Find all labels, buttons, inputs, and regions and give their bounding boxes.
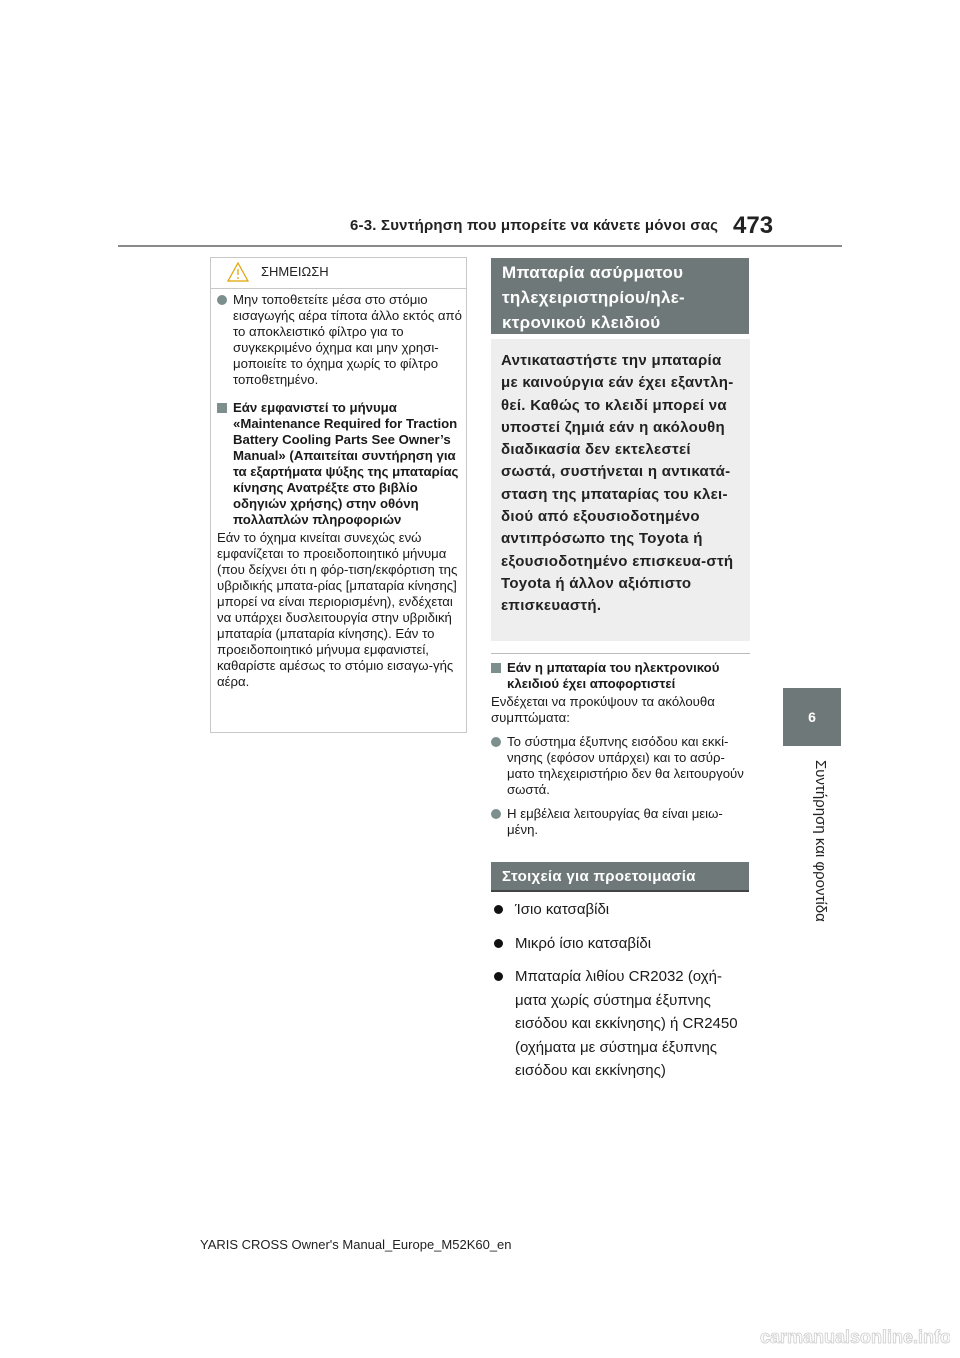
chapter-tab[interactable]	[783, 688, 841, 746]
symptom-item	[491, 734, 750, 798]
note-label: ΣΗΜΕΙΩΣΗ	[261, 264, 329, 279]
prep-section-heading: Στοιχεία για προετοιμασία	[491, 862, 749, 892]
bullet-icon	[494, 972, 503, 981]
page-number: 473	[733, 212, 774, 239]
list-item	[492, 898, 750, 922]
bullet-icon	[494, 905, 503, 914]
discharge-subheading	[491, 660, 750, 692]
square-bullet-icon	[217, 403, 227, 413]
symptom-text: Το σύστημα έξυπνης εισόδου και εκκί-νησης (εφόσον υπάρχει) και το ασύρ-ματο τηλεχειριστήριο δεν θα λειτουργούν σωστά.	[507, 734, 744, 797]
chapter-number: 6	[808, 709, 816, 725]
discharge-intro: Ενδέχεται να προκύψουν τα ακόλουθα συμπτώματα:	[491, 694, 715, 725]
bullet-icon	[494, 939, 503, 948]
note-paragraph: Εάν το όχημα κινείται συνεχώς ενώ εμφανίζεται το προειδοποιητικό μήνυμα (που δείχνει ότι η φόρ-τιση/εκφόρτιση της υβριδικής μπατα-ρίας [μπαταρία κίνησης] μπορεί να είναι περιορισμένη), ενδέχεται να υπάρχει δυσλειτουργία στην υβριδική μπαταρία (μπαταρία κίνησης). Εάν το προειδοποιητικό μήνυμα εμφανιστεί, καθαρίστε αμέσως το στόμιο εισαγω-γής αέρα.	[217, 530, 458, 689]
square-bullet-icon	[491, 663, 501, 673]
discharge-subheading-text: Εάν η μπαταρία του ηλεκτρονικού κλειδιού έχει αποφορτιστεί	[507, 660, 720, 691]
discharge-block	[491, 660, 750, 846]
note-subheading-text: Εάν εμφανιστεί το μήνυμα «Maintenance Required for Traction Battery Cooling Parts See Owner’s Manual» (Απαιτείται συντήρηση για τα εξαρτήματα ψύξης της μπαταρίας κίνησης Ανατρέξτε στο βιβλίο οδηγιών χρήσης) στην οθόνη πολλαπλών πληροφοριών	[233, 400, 459, 527]
sub-divider	[491, 653, 750, 654]
note-body	[217, 292, 463, 690]
footer-text: YARIS CROSS Owner's Manual_Europe_M52K60_en	[200, 1237, 512, 1252]
section-title: 6-3. Συντήρηση που μπορείτε να κάνετε μόνοι σας	[350, 217, 719, 234]
list-item	[492, 965, 750, 1083]
warning-box	[491, 339, 750, 641]
warning-text: Αντικαταστήστε την μπαταρία με καινούργια εάν έχει εξαντλη-θεί. Καθώς το κλειδί μπορεί να υποστεί ζημιά εάν η ακόλουθη διαδικασία δεν εκτελεστεί σωστά, συστήνεται η αντικατά-σταση της μπαταρίας του κλει-διού από εξουσιοδοτημένο αντιπρόσωπο της Toyota ή εξουσιοδοτημένο επισκευα-στή Toyota ή άλλον αξιόπιστο επισκευαστή.	[501, 352, 734, 615]
note-header	[211, 258, 466, 289]
list-item-text: Μπαταρία λιθίου CR2032 (οχή-ματα χωρίς σύστημα έξυπνης εισόδου και εκκίνησης) ή CR2450 (οχήματα με σύστημα έξυπνης εισόδου και εκκίνησης)	[515, 968, 738, 1079]
bullet-icon	[217, 295, 227, 305]
note-bullet-text: Μην τοποθετείτε μέσα στο στόμιο εισαγωγής αέρα τίποτα άλλο εκτός από το αποκλειστικό φίλτρο για το συγκεκριμένο όχημα και μην χρησι-μοποιείτε το όχημα χωρίς το φίλτρο τοποθετημένο.	[233, 292, 462, 387]
caution-icon	[227, 262, 249, 287]
battery-section-heading: Μπαταρία ασύρματου τηλεχειριστηρίου/ηλε-κτρονικού κλειδιού	[491, 258, 749, 334]
watermark	[760, 1324, 950, 1350]
list-item	[492, 932, 750, 956]
chapter-title: Συντήρηση και φροντίδα	[812, 760, 829, 922]
note-bullet	[217, 292, 463, 388]
list-item-text: Ίσιο κατσαβίδι	[515, 901, 610, 918]
symptom-text: Η εμβέλεια λειτουργίας θα είναι μειω-μένη.	[507, 806, 723, 837]
watermark-text: carmanualsonline.info	[760, 1327, 950, 1347]
prep-items-list	[492, 898, 750, 1093]
note-box	[210, 257, 467, 733]
note-subheading	[217, 400, 463, 528]
list-item-text: Μικρό ίσιο κατσαβίδι	[515, 934, 652, 952]
bullet-icon	[491, 737, 501, 747]
bullet-icon	[491, 809, 501, 819]
symptom-item	[491, 806, 750, 838]
header-divider	[118, 245, 842, 247]
